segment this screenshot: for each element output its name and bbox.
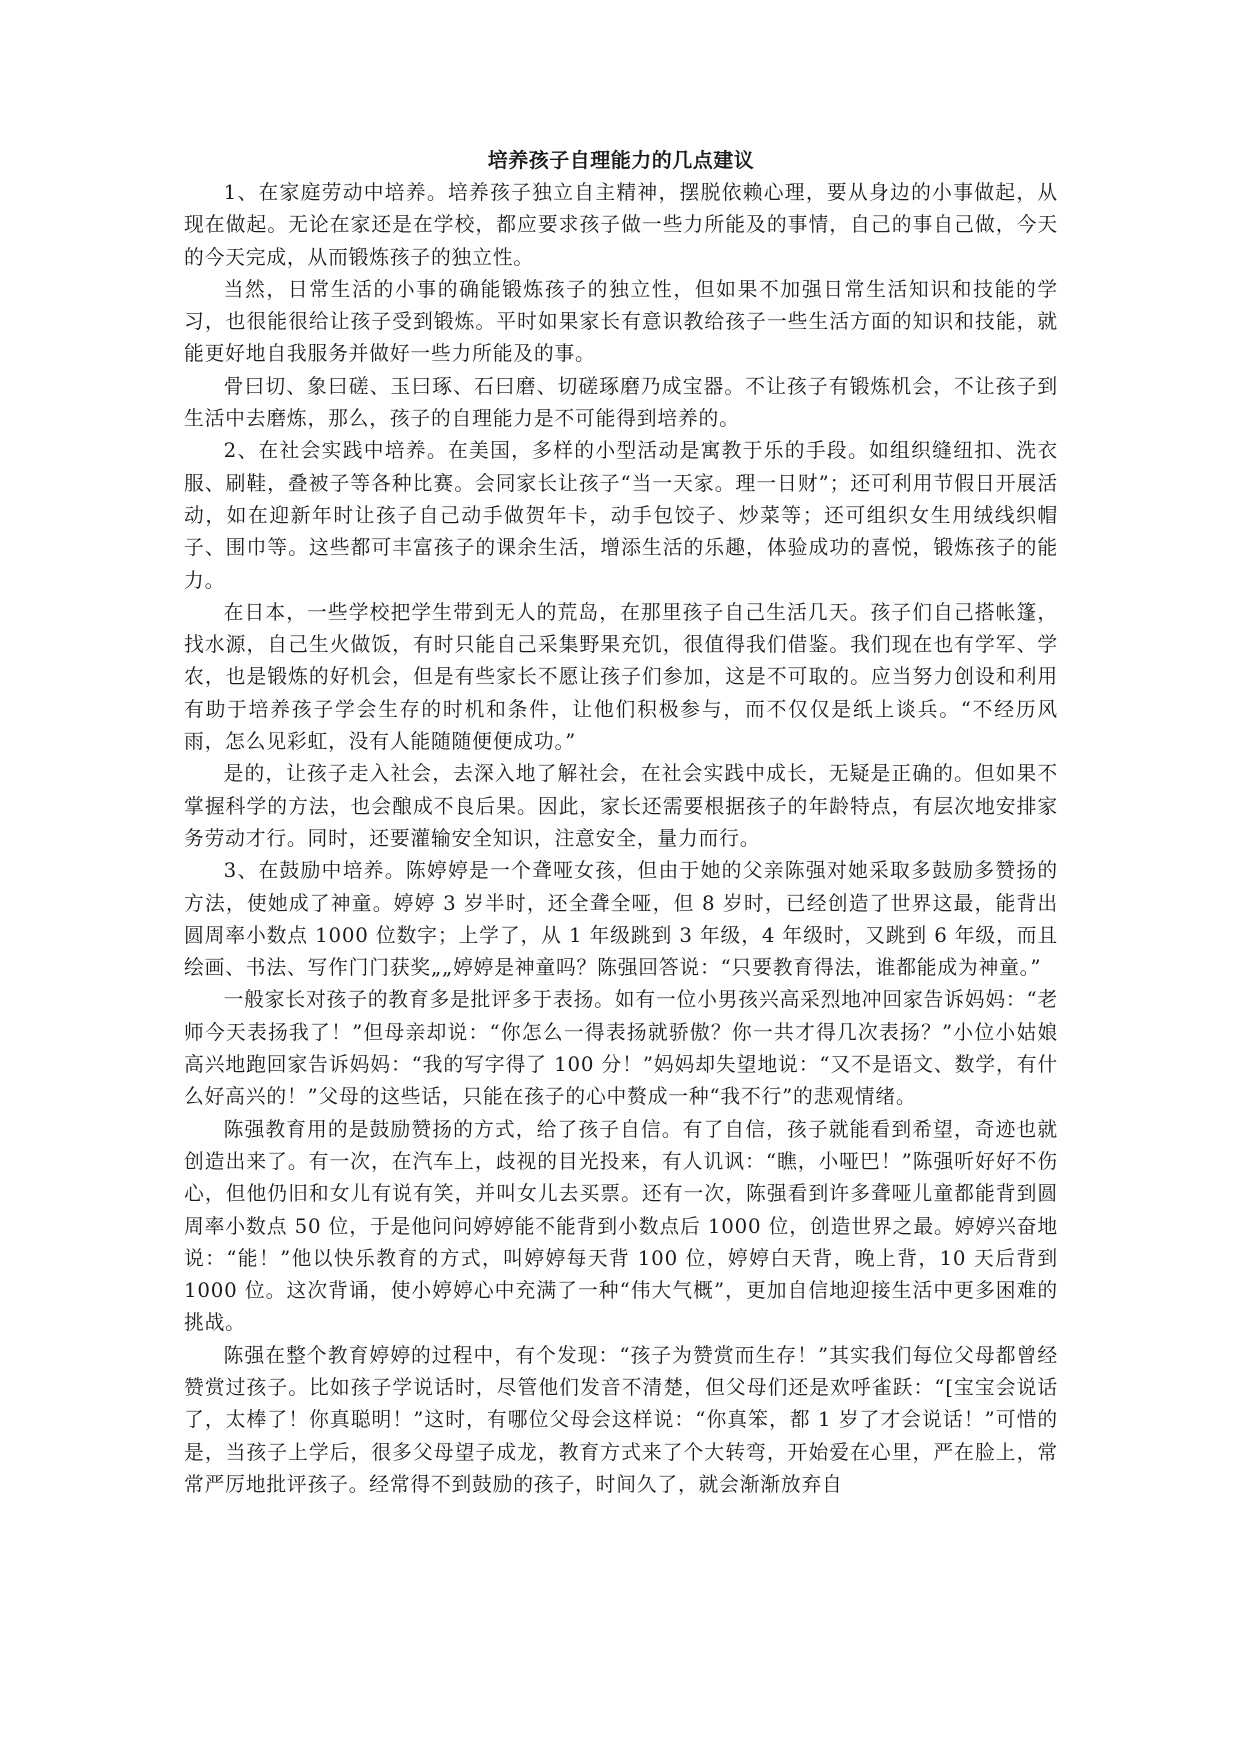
- paragraph-7: 3、在鼓励中培养。陈婷婷是一个聋哑女孩，但由于她的父亲陈强对她采取多鼓励多赞扬的方法，使她成了神童。婷婷 3 岁半时，还全聋全哑，但 8 岁时，已经创造了世界这最，能背出圆周率小数点 1000 位数字；上学了，从 1 年级跳到 3 年级，4 年级时，又跳到 6 年级，而且绘画、书法、写作门门获奖„„婷婷是神童吗？陈强回答说：“只要教育得法，谁都能成为神童。”: [184, 859, 1058, 980]
- paragraph-2: 当然，日常生活的小事的确能锻炼孩子的独立性，但如果不加强日常生活知识和技能的学习，也很能很给让孩子受到锻炼。平时如果家长有意识教给孩子一些生活方面的知识和技能，就能更好地自我服务并做好一些力所能及的事。: [184, 277, 1058, 366]
- paragraph-10: 陈强在整个教育婷婷的过程中，有个发现：“孩子为赞赏而生存！”其实我们每位父母都曾经赞赏过孩子。比如孩子学说话时，尽管他们发音不清楚，但父母们还是欢呼雀跃：“[宝宝会说话了，太棒了！你真聪明！”这时，有哪位父母会这样说：“你真笨，都 1 岁了才会说话！”可惜的是，当孩子上学后，很多父母望子成龙，教育方式来了个大转弯，开始爱在心里，严在脸上，常常严厉地批评孩子。经常得不到鼓励的孩子，时间久了，就会渐渐放弃自: [184, 1343, 1058, 1496]
- paragraph-8: 一般家长对孩子的教育多是批评多于表扬。如有一位小男孩兴高采烈地冲回家告诉妈妈：“老师今天表扬我了！”但母亲却说：“你怎么一得表扬就骄傲？你一共才得几次表扬？”小位小姑娘高兴地跑回家告诉妈妈：“我的写字得了 100 分！”妈妈却失望地说：“又不是语文、数学，有什么好高兴的！”父母的这些话，只能在孩子的心中赘成一种“我不行”的悲观情绪。: [184, 988, 1058, 1109]
- document-page: [184, 143, 1058, 1501]
- document-title: 培养孩子自理能力的几点建议: [487, 148, 755, 172]
- paragraph-4: 2、在社会实践中培养。在美国，多样的小型活动是寓教于乐的手段。如组织缝纽扣、洗衣服、刷鞋，叠被子等各种比赛。会同家长让孩子“当一天家。理一日财”；还可利用节假日开展活动，如在迎新年时让孩子自己动手做贺年卡，动手包饺子、炒菜等；还可组织女生用绒线织帽子、围巾等。这些都可丰富孩子的课余生活，增添生活的乐趣，体验成功的喜悦，锻炼孩子的能力。: [184, 439, 1058, 592]
- paragraph-9: 陈强教育用的是鼓励赞扬的方式，给了孩子自信。有了自信，孩子就能看到希望，奇迹也就创造出来了。有一次，在汽车上，歧视的目光投来，有人讥讽：“瞧，小哑巴！”陈强听好好不伤心，但他仍旧和女儿有说有笑，并叫女儿去买票。还有一次，陈强看到许多聋哑儿童都能背到圆周率小数点 50 位，于是他问问婷婷能不能背到小数点后 1000 位，创造世界之最。婷婷兴奋地说：“能！”他以快乐教育的方式，叫婷婷每天背 100 位，婷婷白天背，晚上背，10 天后背到 1000 位。这次背诵，使小婷婷心中充满了一种“伟大气概”，更加自信地迎接生活中更多困难的挑战。: [184, 1117, 1058, 1335]
- paragraph-5: 在日本，一些学校把学生带到无人的荒岛，在那里孩子自己生活几天。孩子们自己搭帐篷，找水源，自己生火做饭，有时只能自己采集野果充饥，很值得我们借鉴。我们现在也有学军、学农，也是锻炼的好机会，但是有些家长不愿让孩子们参加，这是不可取的。应当努力创设和利用有助于培养孩子学会生存的时机和条件，让他们积极参与，而不仅仅是纸上谈兵。“不经历风雨，怎么见彩虹，没有人能随随便便成功。”: [184, 600, 1058, 754]
- paragraph-1: 1、在家庭劳动中培养。培养孩子独立自主精神，摆脱依赖心理，要从身边的小事做起，从现在做起。无论在家还是在学校，都应要求孩子做一些力所能及的事情，自己的事自己做，今天的今天完成，从而锻炼孩子的独立性。: [184, 181, 1058, 269]
- paragraph-6: 是的，让孩子走入社会，去深入地了解社会，在社会实践中成长，无疑是正确的。但如果不掌握科学的方法，也会酿成不良后果。因此，家长还需要根据孩子的年龄特点，有层次地安排家务劳动才行。同时，还要灌输安全知识，注意安全，量力而行。: [184, 762, 1058, 850]
- paragraph-3: 骨曰切、象曰磋、玉曰琢、石曰磨、切磋琢磨乃成宝器。不让孩子有锻炼机会，不让孩子到生活中去磨炼，那么，孩子的自理能力是不可能得到培养的。: [184, 374, 1058, 431]
